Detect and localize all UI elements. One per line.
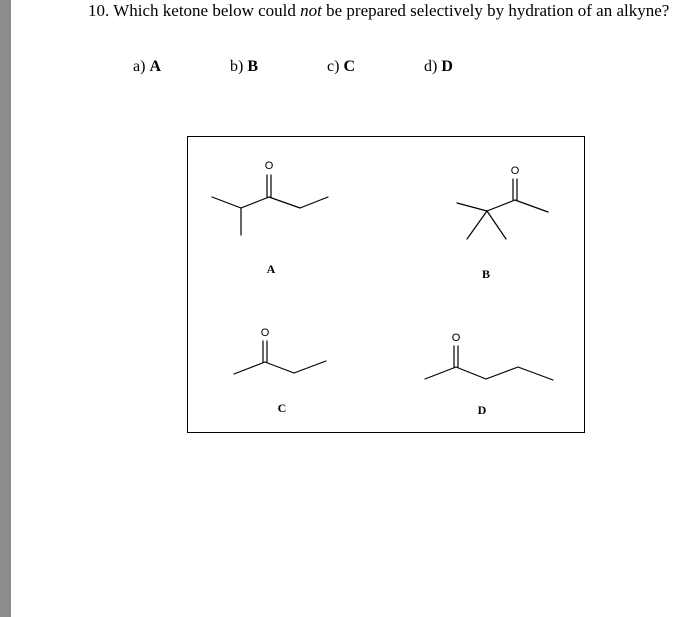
choice-letter: C <box>343 58 355 75</box>
structure-c <box>234 341 326 374</box>
choice-c[interactable] <box>327 57 355 77</box>
structure-b <box>457 179 548 239</box>
structure-label-a: A <box>266 262 276 276</box>
choice-letter: D <box>441 58 453 75</box>
structures-figure <box>187 136 585 433</box>
choice-prefix: a) <box>133 58 146 75</box>
oxygen-atom-a: O <box>264 160 274 172</box>
structure-label-c: C <box>277 401 287 415</box>
oxygen-atom-c: O <box>260 327 270 339</box>
question-emphasis: not <box>300 1 322 20</box>
choice-prefix: b) <box>230 58 244 75</box>
question-text-after: be prepared selectively by hydration of an alkyne? <box>326 1 670 20</box>
choice-prefix: c) <box>327 58 340 75</box>
structure-d <box>425 346 553 380</box>
structure-label-b: B <box>481 267 491 281</box>
structures-svg <box>188 137 586 434</box>
choice-a[interactable] <box>133 57 161 77</box>
oxygen-atom-b: O <box>510 165 520 177</box>
left-margin-bar <box>0 0 11 617</box>
choice-d[interactable] <box>424 57 453 77</box>
structure-a <box>212 175 328 235</box>
structure-label-d: D <box>477 403 487 417</box>
question-text <box>88 0 669 22</box>
oxygen-atom-d: O <box>451 332 461 344</box>
question-number: 10. <box>88 1 110 20</box>
choice-letter: A <box>149 58 161 75</box>
question-text-before: Which ketone below could <box>113 1 296 20</box>
choice-letter: B <box>247 58 258 75</box>
choice-prefix: d) <box>424 58 438 75</box>
choice-b[interactable] <box>230 57 258 77</box>
